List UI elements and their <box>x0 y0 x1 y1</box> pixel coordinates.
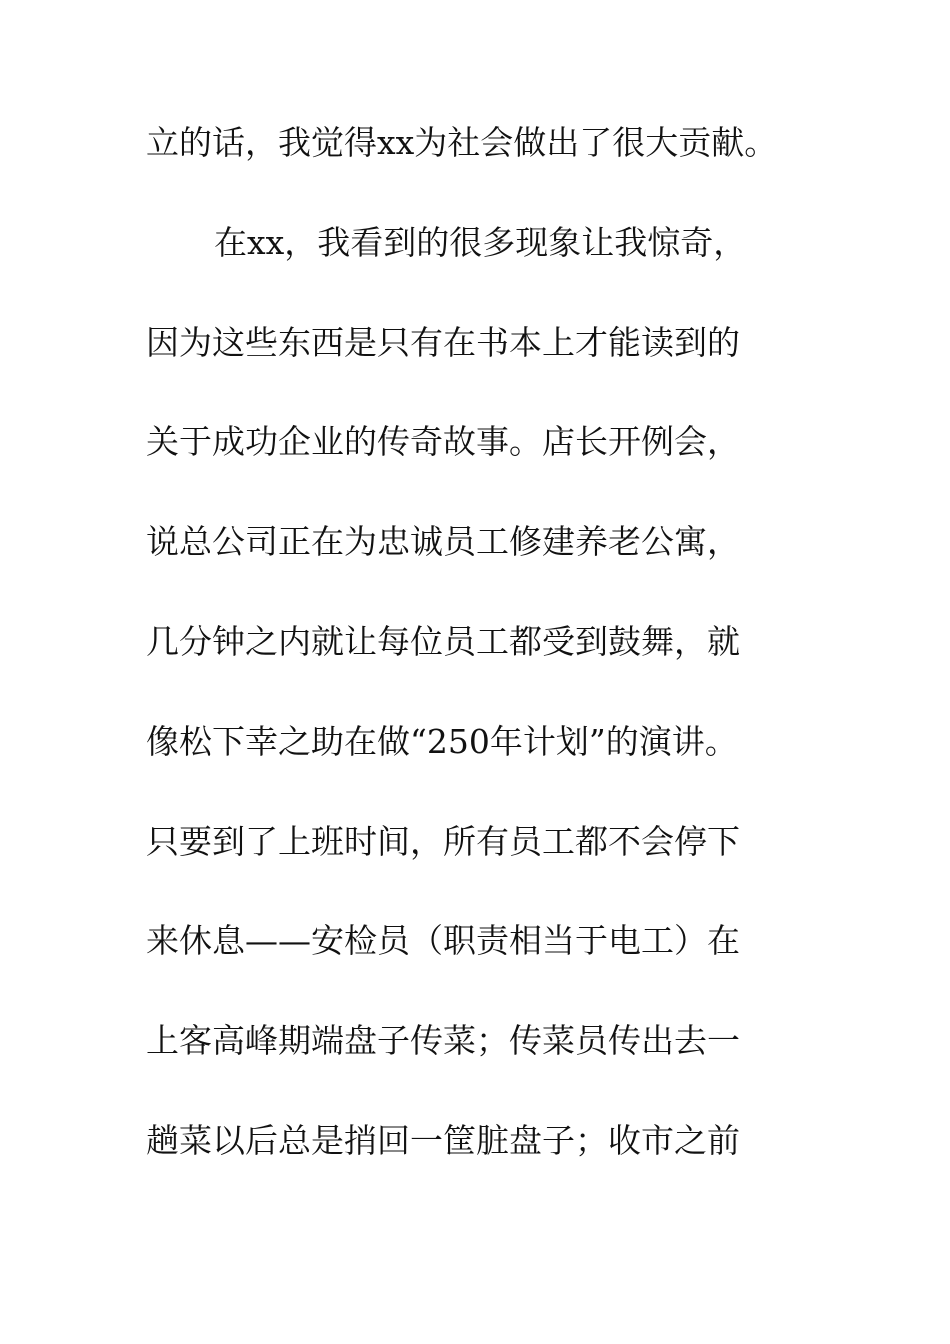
text-line: 几分钟之内就让每位员工都受到鼓舞，就 <box>146 621 740 661</box>
text-line-paragraph-start: 在xx，我看到的很多现象让我惊奇， <box>214 222 747 262</box>
text-line: 趟菜以后总是捎回一筐脏盘子；收市之前 <box>146 1120 740 1160</box>
text-line: 来休息——安检员（职责相当于电工）在 <box>146 921 740 961</box>
text-line: 像松下幸之助在做“250年计划”的演讲。 <box>146 721 738 761</box>
text-line: 关于成功企业的传奇故事。店长开例会， <box>146 422 740 462</box>
text-line: 上客高峰期端盘子传菜；传菜员传出去一 <box>146 1021 740 1061</box>
text-line: 说总公司正在为忠诚员工修建养老公寓， <box>146 522 740 562</box>
text-line: 因为这些东西是只有在书本上才能读到的 <box>146 322 740 362</box>
body-text <box>146 123 846 1224</box>
text-line: 立的话，我觉得xx为社会做出了很大贡献。 <box>146 123 778 162</box>
text-line: 只要到了上班时间，所有员工都不会停下 <box>146 821 740 861</box>
